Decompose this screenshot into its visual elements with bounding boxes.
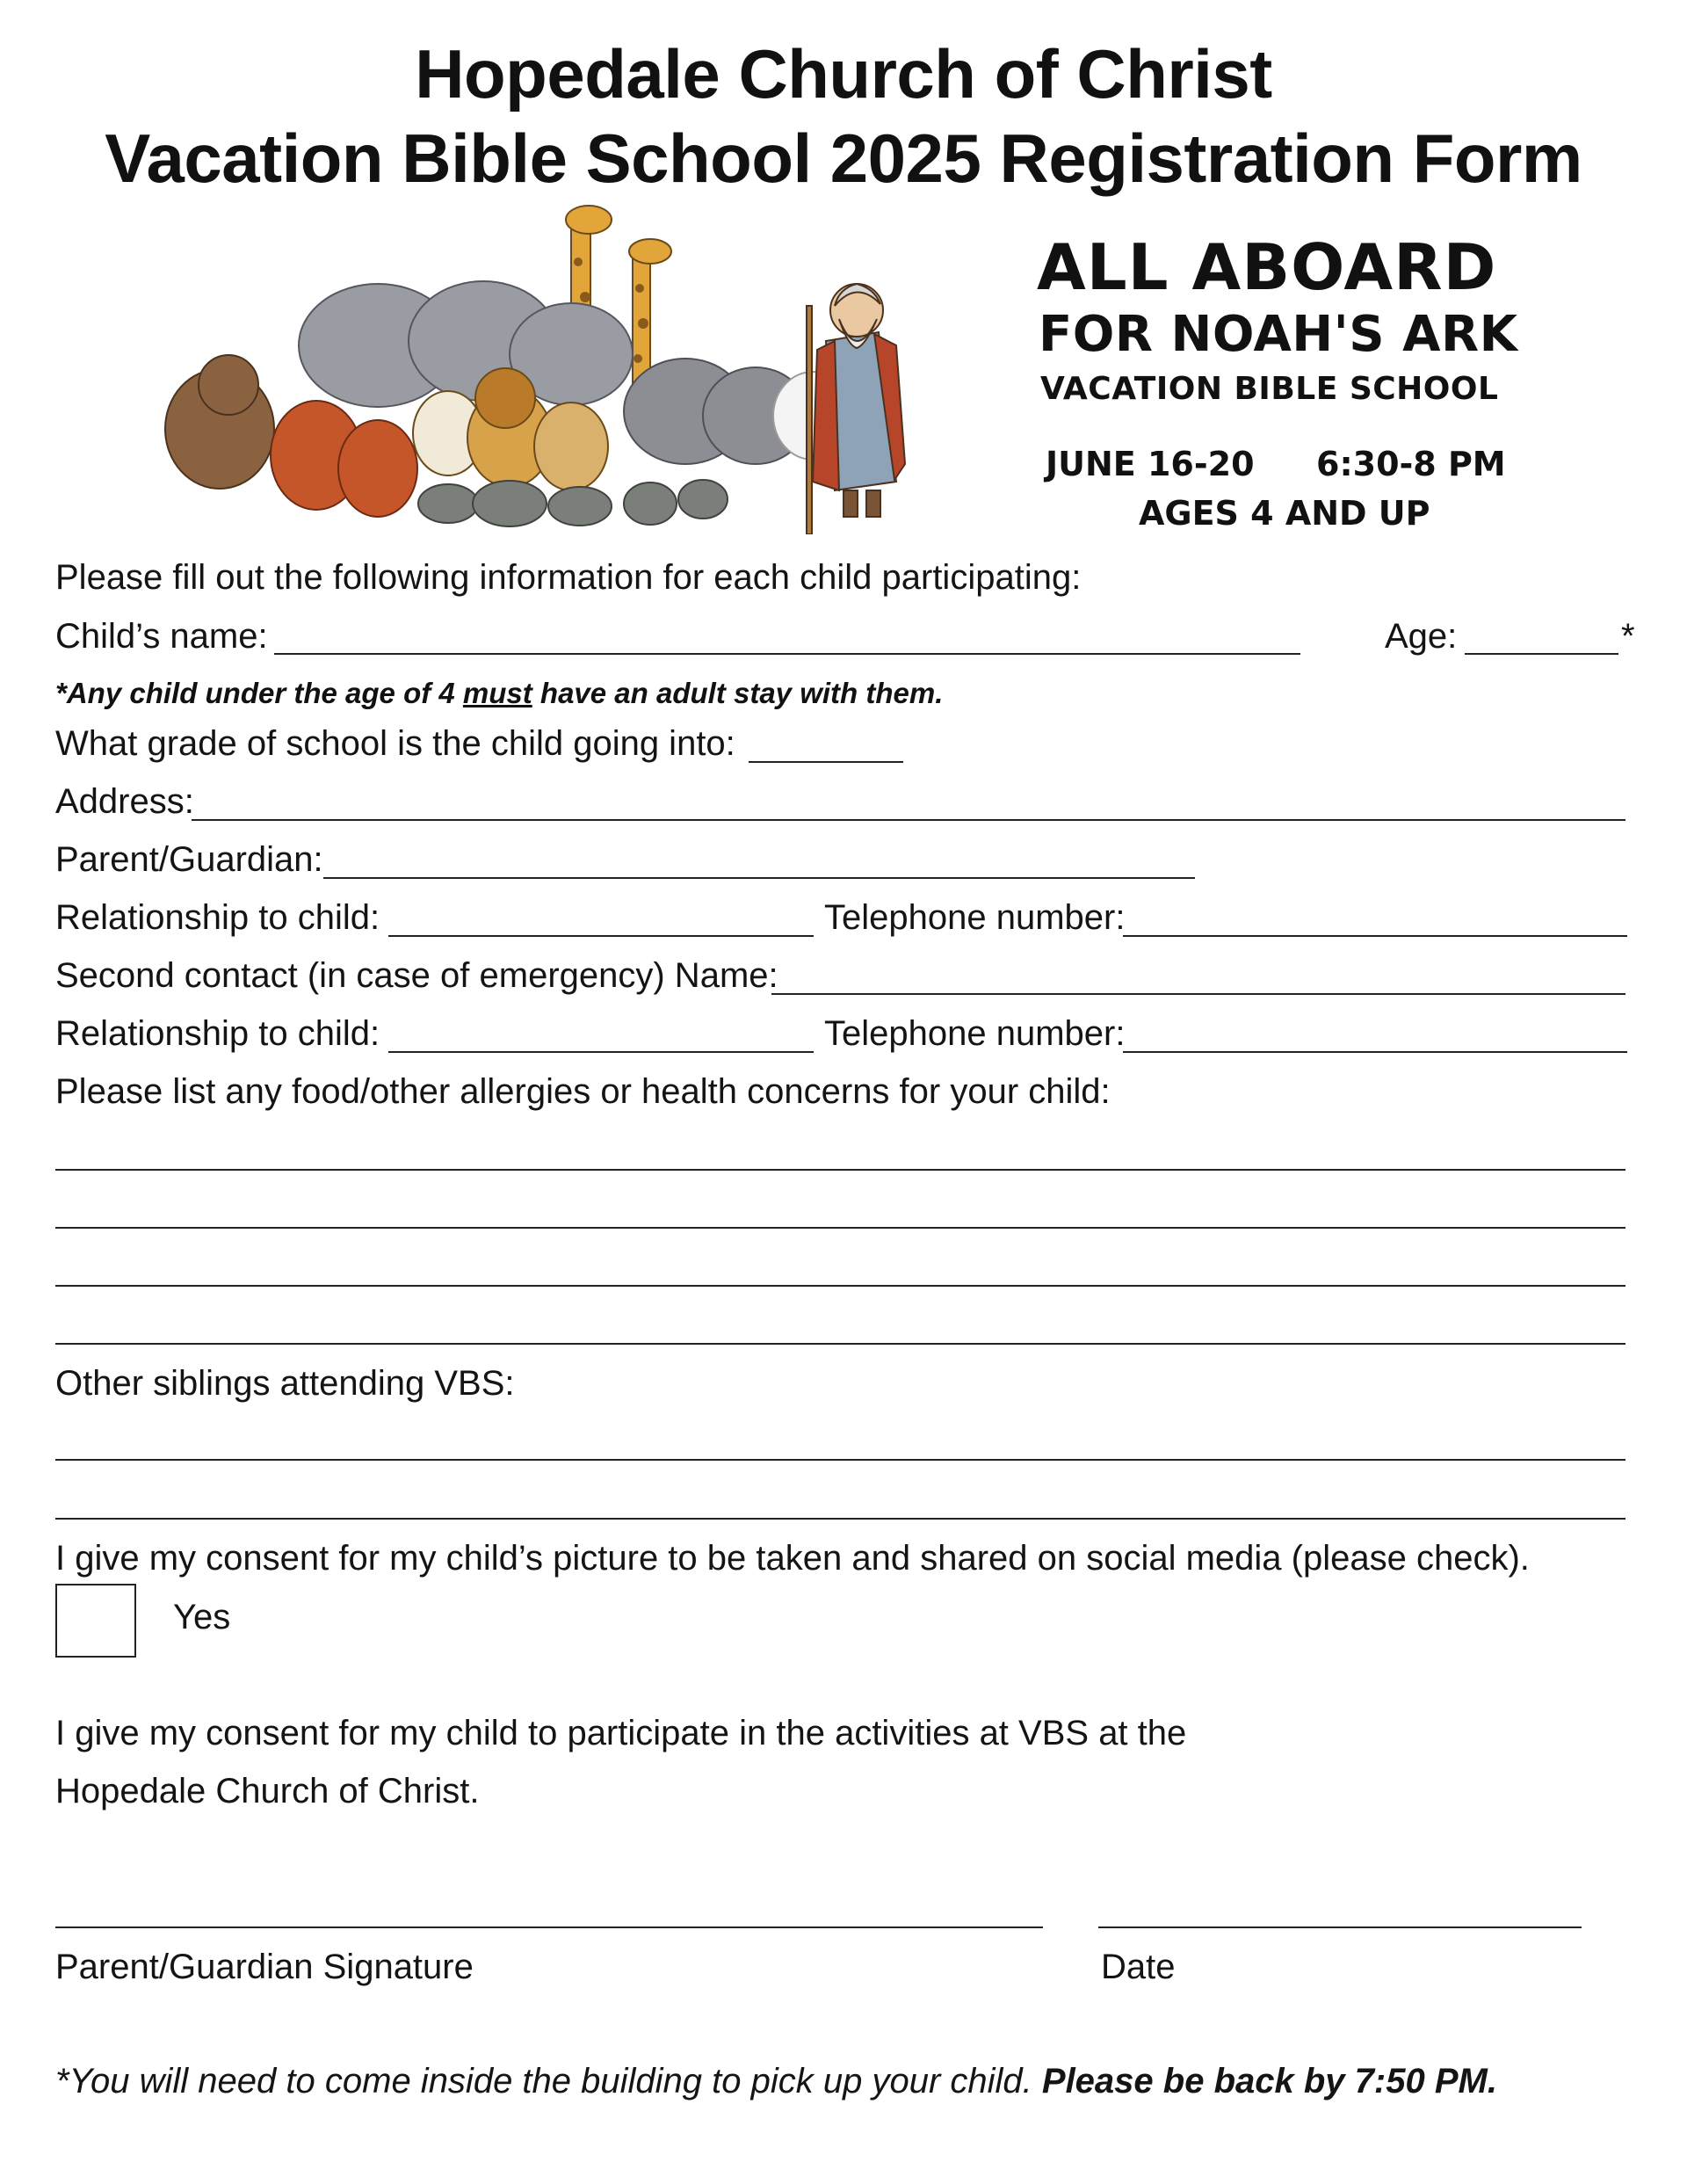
siblings-label: Other siblings attending VBS: — [55, 1364, 515, 1403]
form-title: Vacation Bible School 2025 Registration Form — [105, 120, 1582, 197]
address-label: Address: — [55, 782, 194, 821]
telephone2-label: Telephone number: — [824, 1014, 1126, 1053]
pickup-note-text: *You will need to come inside the building to pick up your child. — [55, 2062, 1042, 2101]
telephone-field[interactable] — [1123, 935, 1627, 937]
signature-field[interactable] — [55, 1926, 1043, 1928]
allergies-line[interactable] — [55, 1227, 1625, 1229]
age-note-emphasis: must — [462, 677, 532, 709]
activity-consent-line2: Hopedale Church of Christ. — [55, 1772, 480, 1810]
telephone-label: Telephone number: — [824, 898, 1126, 937]
allergies-label: Please list any food/other allergies or health concerns for your child: — [55, 1072, 1111, 1111]
promo-program: VACATION BIBLE SCHOOL — [1040, 371, 1499, 407]
pickup-note — [55, 2062, 1497, 2101]
relationship2-field[interactable] — [388, 1051, 814, 1053]
age-note-text-end: have an adult stay with them. — [532, 677, 944, 709]
allergies-line[interactable] — [55, 1285, 1625, 1287]
age-requirement-note — [55, 677, 943, 710]
form-intro: Please fill out the following information for each child participating: — [55, 558, 1082, 597]
second-contact-name-field[interactable] — [771, 993, 1625, 995]
siblings-line[interactable] — [55, 1518, 1625, 1520]
grade-field[interactable] — [749, 761, 903, 763]
pickup-deadline: Please be back by 7:50 PM. — [1041, 2062, 1497, 2101]
telephone2-field[interactable] — [1123, 1051, 1627, 1053]
date-field[interactable] — [1098, 1926, 1582, 1928]
grade-label: What grade of school is the child going into: — [55, 724, 735, 763]
allergies-line[interactable] — [55, 1169, 1625, 1171]
promo-dates: JUNE 16-20 — [1046, 445, 1255, 483]
relationship-field[interactable] — [388, 935, 814, 937]
form-title-church: Hopedale Church of Christ — [415, 35, 1272, 112]
age-label: Age: — [1385, 617, 1458, 656]
second-contact-label: Second contact (in case of emergency) Name: — [55, 956, 778, 995]
guardian-label: Parent/Guardian: — [55, 840, 323, 879]
guardian-field[interactable] — [323, 877, 1195, 879]
siblings-line[interactable] — [55, 1459, 1625, 1461]
child-name-field[interactable] — [274, 653, 1300, 655]
photo-consent-checkbox[interactable] — [55, 1584, 136, 1658]
relationship-label: Relationship to child: — [55, 898, 380, 937]
age-field[interactable] — [1465, 653, 1618, 655]
promo-time: 6:30-8 PM — [1316, 445, 1506, 483]
signature-label: Parent/Guardian Signature — [55, 1948, 474, 1986]
address-field[interactable] — [192, 819, 1625, 821]
yes-label: Yes — [173, 1598, 231, 1636]
age-asterisk: * — [1621, 617, 1635, 656]
date-label: Date — [1101, 1948, 1176, 1986]
promo-ages: AGES 4 AND UP — [1139, 494, 1430, 533]
promo-subheadline: FOR NOAH'S ARK — [1039, 306, 1518, 363]
child-name-label: Child’s name: — [55, 617, 268, 656]
promo-headline: ALL ABOARD — [1037, 230, 1497, 304]
age-note-text: *Any child under the age of 4 — [55, 677, 463, 709]
relationship2-label: Relationship to child: — [55, 1014, 380, 1053]
noahs-ark-animals-illustration — [158, 200, 923, 534]
allergies-line[interactable] — [55, 1343, 1625, 1345]
activity-consent-line1: I give my consent for my child to participate in the activities at VBS at the — [55, 1714, 1187, 1752]
photo-consent-text: I give my consent for my child’s picture to be taken and shared on social media (please check). — [55, 1539, 1530, 1578]
